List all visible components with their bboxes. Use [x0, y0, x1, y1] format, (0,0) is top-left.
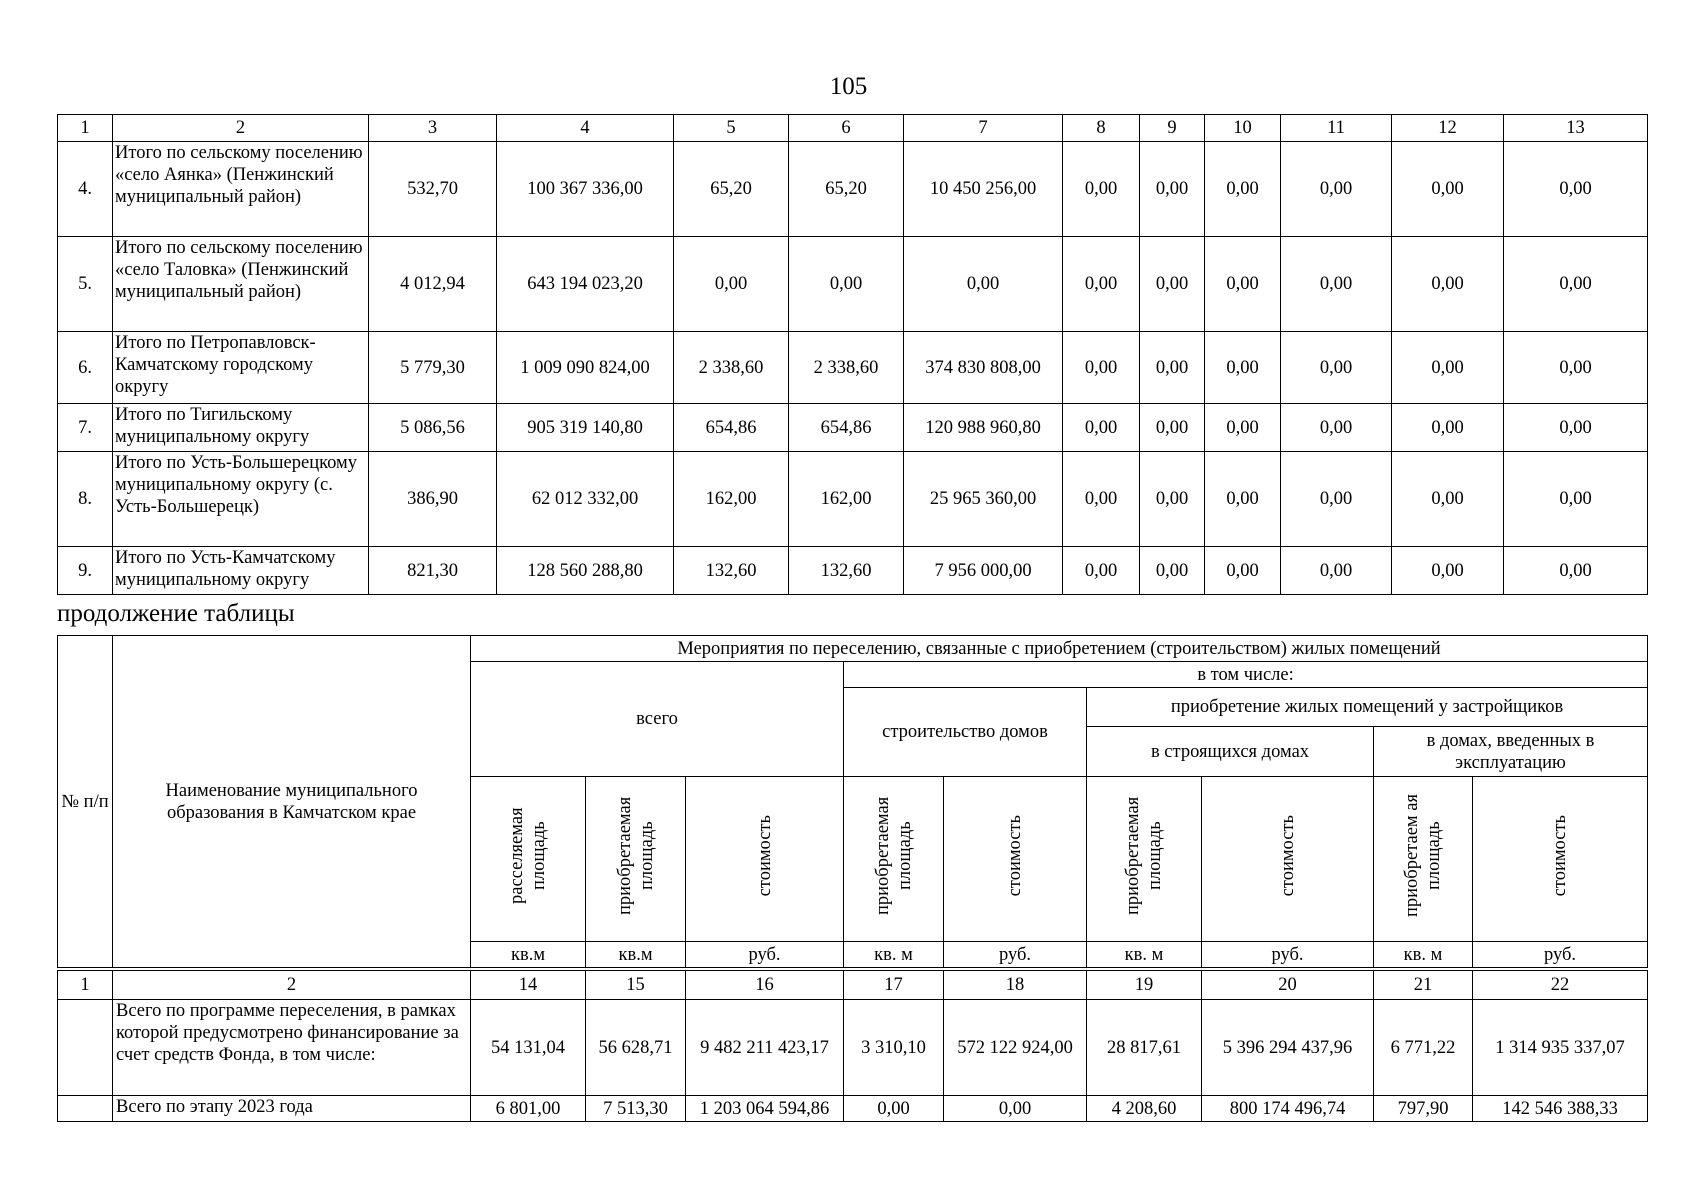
column-number: 16: [686, 971, 844, 1000]
header-unit: кв. м: [1087, 942, 1202, 968]
municipality-name: Итого по сельскому поселению «село Аянка» (Пенжинский муниципальный район): [113, 142, 369, 237]
table-cell: 0,00: [1063, 237, 1140, 332]
table-cell: 2 338,60: [674, 332, 789, 404]
header-acquisition: приобретение жилых помещений у застройщиков: [1087, 688, 1648, 727]
header-vertical: стоимость: [686, 777, 844, 942]
municipality-name: Итого по Усть-Камчатскому муниципальному округу: [113, 547, 369, 595]
table-cell: 0,00: [1281, 404, 1392, 452]
column-number: 10: [1205, 115, 1281, 142]
table-row: [58, 237, 1648, 332]
column-number-row: [58, 115, 1648, 142]
header-vertical: приобретаемая площадь: [586, 777, 686, 942]
table-cell: 0,00: [1504, 142, 1648, 237]
table-cell: 4 012,94: [369, 237, 497, 332]
table-cell: 6 801,00: [471, 1096, 586, 1122]
table-cell: 0,00: [1063, 142, 1140, 237]
header-vertical: приобретаемая площадь: [1087, 777, 1202, 942]
column-number: 2: [113, 115, 369, 142]
header-vertical: расселяемая площадь: [471, 777, 586, 942]
header-commissioned: в домах, введенных в эксплуатацию: [1374, 727, 1648, 777]
header-under-construction: в строящихся домах: [1087, 727, 1374, 777]
table-cell: 56 628,71: [586, 1000, 686, 1096]
column-number-row: [58, 971, 1648, 1000]
table-cell: 386,90: [369, 452, 497, 547]
table-cell: 0,00: [1140, 332, 1205, 404]
table-cell: 1 009 090 824,00: [497, 332, 674, 404]
header-vertical: стоимость: [1202, 777, 1374, 942]
table-cell: 0,00: [1205, 142, 1281, 237]
table-cell: 1 203 064 594,86: [686, 1096, 844, 1122]
page-number: 105: [829, 73, 868, 100]
header-vertical: стоимость: [944, 777, 1087, 942]
header-unit: кв. м: [844, 942, 944, 968]
table-cell: 5 086,56: [369, 404, 497, 452]
column-number: 21: [1374, 971, 1473, 1000]
table-cell: 0,00: [1281, 452, 1392, 547]
table-cell: 0,00: [1504, 547, 1648, 595]
row-number: 4.: [58, 142, 113, 237]
column-number: 3: [369, 115, 497, 142]
row-number: [58, 1000, 113, 1096]
table-cell: 0,00: [1281, 332, 1392, 404]
table-cell: 0,00: [1504, 237, 1648, 332]
table-cell: 6 771,22: [1374, 1000, 1473, 1096]
table-cell: 0,00: [1392, 142, 1504, 237]
continuation-label: продолжение таблицы: [57, 600, 295, 627]
table-cell: 0,00: [1205, 452, 1281, 547]
column-number: 15: [586, 971, 686, 1000]
column-number: 17: [844, 971, 944, 1000]
table-cell: 654,86: [789, 404, 904, 452]
table-cell: 65,20: [789, 142, 904, 237]
header-unit: руб.: [686, 942, 844, 968]
column-number: 1: [58, 971, 113, 1000]
municipality-name: Итого по Петропавловск-Камчатскому городскому округу: [113, 332, 369, 404]
row-number: 9.: [58, 547, 113, 595]
table-cell: 0,00: [674, 237, 789, 332]
table-cell: 3 310,10: [844, 1000, 944, 1096]
table-cell: 28 817,61: [1087, 1000, 1202, 1096]
table-cell: 0,00: [1504, 452, 1648, 547]
header-construction: строительство домов: [844, 688, 1087, 777]
column-number: 19: [1087, 971, 1202, 1000]
table-cell: 905 319 140,80: [497, 404, 674, 452]
header-vertical: приобретаем ая площадь: [1374, 777, 1473, 942]
header-including: в том числе:: [844, 662, 1648, 688]
column-number: 13: [1504, 115, 1648, 142]
table-cell: 0,00: [1392, 332, 1504, 404]
table-cell: 162,00: [674, 452, 789, 547]
table-cell: 0,00: [1281, 237, 1392, 332]
table-cell: 0,00: [904, 237, 1063, 332]
table-cell: 25 965 360,00: [904, 452, 1063, 547]
summary-table-part-2-header: [57, 635, 1648, 968]
column-number: 1: [58, 115, 113, 142]
table-row: [58, 142, 1648, 237]
table-cell: 0,00: [1205, 404, 1281, 452]
table-cell: 0,00: [1140, 142, 1205, 237]
table-cell: 128 560 288,80: [497, 547, 674, 595]
column-number: 7: [904, 115, 1063, 142]
table-row: [58, 547, 1648, 595]
column-number: 8: [1063, 115, 1140, 142]
table-cell: 532,70: [369, 142, 497, 237]
table-cell: 800 174 496,74: [1202, 1096, 1374, 1122]
table-cell: 5 396 294 437,96: [1202, 1000, 1374, 1096]
row-number: 6.: [58, 332, 113, 404]
header-unit: кв.м: [586, 942, 686, 968]
column-number: 6: [789, 115, 904, 142]
header-unit: кв. м: [1374, 942, 1473, 968]
table-row: [58, 332, 1648, 404]
column-number: 18: [944, 971, 1087, 1000]
column-number: 11: [1281, 115, 1392, 142]
header-group-title: Мероприятия по переселению, связанные с приобретением (строительством) жилых помещений: [471, 636, 1648, 662]
table-cell: 0,00: [1281, 142, 1392, 237]
column-number: 5: [674, 115, 789, 142]
table-cell: 821,30: [369, 547, 497, 595]
table-cell: 0,00: [789, 237, 904, 332]
table-cell: 0,00: [1063, 332, 1140, 404]
table-cell: 0,00: [1504, 404, 1648, 452]
header-vertical: приобретаемая площадь: [844, 777, 944, 942]
table-cell: 65,20: [674, 142, 789, 237]
table-cell: 0,00: [1205, 332, 1281, 404]
table-cell: 0,00: [1392, 452, 1504, 547]
header-municipality-name: Наименование муниципального образования в Камчатском крае: [113, 636, 471, 968]
table-cell: 0,00: [944, 1096, 1087, 1122]
total-row-name: Всего по этапу 2023 года: [113, 1096, 471, 1122]
table-cell: 162,00: [789, 452, 904, 547]
table-cell: 654,86: [674, 404, 789, 452]
table-cell: 0,00: [1063, 452, 1140, 547]
table-cell: 0,00: [1140, 237, 1205, 332]
table-cell: 62 012 332,00: [497, 452, 674, 547]
column-number: 20: [1202, 971, 1374, 1000]
table-cell: 572 122 924,00: [944, 1000, 1087, 1096]
municipality-name: Итого по сельскому поселению «село Таловка» (Пенжинский муниципальный район): [113, 237, 369, 332]
row-number: [58, 1096, 113, 1122]
header-number: № п/п: [58, 636, 113, 968]
column-number: 12: [1392, 115, 1504, 142]
header-total: всего: [471, 662, 844, 777]
summary-table-part-2-body: [57, 970, 1648, 1122]
column-number: 22: [1473, 971, 1648, 1000]
table-row: [58, 404, 1648, 452]
column-number: 14: [471, 971, 586, 1000]
column-number: 4: [497, 115, 674, 142]
table-cell: 7 956 000,00: [904, 547, 1063, 595]
header-unit: руб.: [1202, 942, 1374, 968]
table-cell: 5 779,30: [369, 332, 497, 404]
header-vertical: стоимость: [1473, 777, 1648, 942]
table-cell: 54 131,04: [471, 1000, 586, 1096]
header-unit: кв.м: [471, 942, 586, 968]
table-cell: 0,00: [1205, 237, 1281, 332]
table-cell: 120 988 960,80: [904, 404, 1063, 452]
table-cell: 0,00: [1140, 452, 1205, 547]
table-cell: 0,00: [1063, 547, 1140, 595]
column-number: 9: [1140, 115, 1205, 142]
municipality-name: Итого по Тигильскому муниципальному округу: [113, 404, 369, 452]
municipality-name: Итого по Усть-Большерецкому муниципальному округу (с. Усть-Большерецк): [113, 452, 369, 547]
table-cell: 100 367 336,00: [497, 142, 674, 237]
table-cell: 9 482 211 423,17: [686, 1000, 844, 1096]
header-unit: руб.: [1473, 942, 1648, 968]
row-number: 5.: [58, 237, 113, 332]
table-cell: 0,00: [1392, 404, 1504, 452]
table-cell: 0,00: [1140, 547, 1205, 595]
table-cell: 797,90: [1374, 1096, 1473, 1122]
table-cell: 0,00: [1140, 404, 1205, 452]
row-number: 8.: [58, 452, 113, 547]
table-cell: 10 450 256,00: [904, 142, 1063, 237]
table-cell: 7 513,30: [586, 1096, 686, 1122]
table-cell: 0,00: [1392, 237, 1504, 332]
table-cell: 4 208,60: [1087, 1096, 1202, 1122]
total-row-name: Всего по программе переселения, в рамках которой предусмотрено финансирование за счет средств Фонда, в том числе:: [113, 1000, 471, 1096]
table-cell: 0,00: [1504, 332, 1648, 404]
row-number: 7.: [58, 404, 113, 452]
table-cell: 0,00: [1281, 547, 1392, 595]
table-row: [58, 452, 1648, 547]
table-cell: 643 194 023,20: [497, 237, 674, 332]
summary-table-part-1: [57, 114, 1648, 595]
table-cell: 2 338,60: [789, 332, 904, 404]
column-number: 2: [113, 971, 471, 1000]
table-cell: 132,60: [789, 547, 904, 595]
table-cell: 0,00: [1063, 404, 1140, 452]
table-cell: 0,00: [844, 1096, 944, 1122]
table-cell: 374 830 808,00: [904, 332, 1063, 404]
table-cell: 0,00: [1392, 547, 1504, 595]
table-row: [58, 1000, 1648, 1096]
table-cell: 0,00: [1205, 547, 1281, 595]
table-cell: 132,60: [674, 547, 789, 595]
table-row: [58, 1096, 1648, 1122]
table-cell: 1 314 935 337,07: [1473, 1000, 1648, 1096]
header-unit: руб.: [944, 942, 1087, 968]
table-cell: 142 546 388,33: [1473, 1096, 1648, 1122]
